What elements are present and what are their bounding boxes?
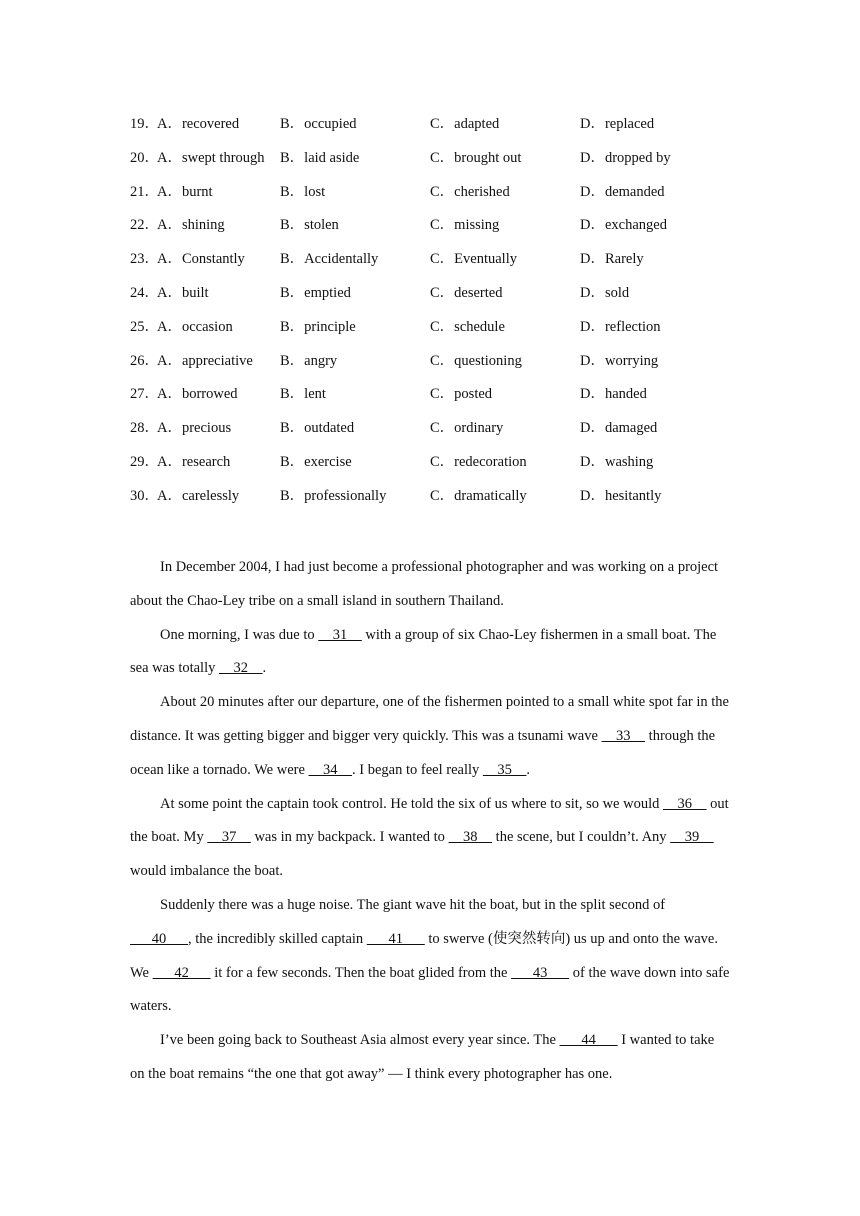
question-number: 30．	[130, 487, 159, 504]
blank-36: 36	[663, 795, 707, 812]
option-c: C．dramatically	[430, 487, 527, 504]
option-b: B．exercise	[280, 453, 352, 470]
option-d: D．Rarely	[580, 251, 644, 268]
question-number: 19．	[130, 116, 159, 132]
passage-text: out the boat. My	[130, 795, 729, 846]
question-number: 23．	[130, 251, 159, 268]
option-c: C．deserted	[430, 284, 503, 301]
blank-43: 43	[511, 964, 570, 981]
option-c: C．ordinary	[430, 420, 504, 437]
option-d: D．hesitantly	[580, 487, 662, 504]
blank-37: 37	[207, 829, 251, 846]
blank-34: 34	[308, 761, 353, 778]
passage-text: it for a few seconds. Then the boat glided from the	[210, 964, 512, 981]
passage-text: .	[526, 761, 530, 778]
question-number: 20．	[130, 149, 159, 166]
option-c: C．schedule	[430, 318, 505, 335]
option-a: A．occasion	[157, 318, 233, 335]
passage-text: to swerve (使突然转向) us up and onto the wave. We	[130, 930, 718, 981]
passage-text: would imbalance the boat.	[130, 863, 284, 880]
option-c: C．redecoration	[430, 453, 527, 470]
question-number: 27．	[130, 386, 159, 403]
option-c: C．cherished	[430, 183, 510, 200]
option-d: D．dropped by	[580, 149, 671, 166]
passage-text: with a group of six Chao-Ley fishermen in a small boat. The sea was totally	[130, 626, 717, 677]
option-d: D．damaged	[580, 420, 658, 437]
option-b: B．stolen	[280, 217, 339, 234]
option-a: A．shining	[157, 217, 225, 234]
passage-text: , the incredibly skilled captain	[188, 930, 367, 947]
passage-text: .	[262, 660, 267, 677]
question-number: 21．	[130, 183, 159, 200]
option-a: A．precious	[157, 420, 232, 437]
option-a: A．research	[157, 453, 231, 470]
option-a: A．carelessly	[157, 487, 240, 504]
blank-31: 31	[318, 626, 362, 643]
blank-41: 41	[366, 930, 425, 947]
passage-text: I’ve been going back to Southeast Asia almost every year since. The	[160, 1032, 560, 1049]
passage-text: of the wave down into safe waters.	[130, 964, 730, 1015]
passage-text: One morning, I was due to	[160, 626, 319, 643]
option-c: C．posted	[430, 386, 493, 403]
option-d: D．sold	[580, 284, 630, 301]
option-a: A．appreciative	[157, 352, 253, 369]
passage-paragraph	[130, 619, 730, 687]
option-b: B．occupied	[280, 116, 357, 132]
option-d: D．demanded	[580, 183, 665, 200]
option-b: B．principle	[280, 318, 356, 335]
question-number: 25．	[130, 318, 159, 335]
option-b: B．Accidentally	[280, 251, 379, 268]
blank-44: 44	[559, 1032, 618, 1049]
option-c: C．adapted	[430, 116, 500, 132]
passage-paragraph	[130, 686, 730, 787]
option-b: B．laid aside	[280, 149, 360, 166]
option-c: C．Eventually	[430, 251, 517, 268]
option-b: B．lost	[280, 183, 326, 200]
passage-text: the scene, but I couldn’t. Any	[492, 829, 671, 846]
option-c: C．questioning	[430, 352, 522, 369]
option-a: A．built	[157, 284, 209, 301]
option-b: B．outdated	[280, 420, 355, 437]
option-a: A．swept through	[157, 149, 265, 166]
passage-paragraph	[130, 889, 730, 1024]
question-number: 28．	[130, 420, 159, 437]
option-d: D．worrying	[580, 352, 659, 369]
option-a: A．borrowed	[157, 386, 238, 403]
option-d: D．exchanged	[580, 217, 667, 234]
option-b: B．lent	[280, 386, 326, 403]
question-number: 22．	[130, 217, 159, 234]
blank-33: 33	[601, 727, 646, 744]
blank-40: 40	[130, 930, 188, 947]
passage-text: through the ocean like a tornado. We were	[130, 727, 716, 778]
passage-text: . I began to feel really	[352, 761, 483, 778]
option-d: D．handed	[580, 386, 647, 403]
option-b: B．angry	[280, 352, 338, 369]
option-a: A．Constantly	[157, 251, 245, 268]
question-number: 24．	[130, 284, 159, 301]
blank-35: 35	[482, 761, 527, 778]
reading-passage	[130, 551, 730, 1092]
option-d: D．replaced	[580, 116, 655, 132]
question-number: 26．	[130, 352, 159, 369]
passage-text: I wanted to take on the boat remains “the one that got away” — I think every photographer has one.	[130, 1032, 715, 1082]
option-c: C．missing	[430, 217, 500, 234]
question-number: 29．	[130, 453, 159, 470]
passage-text: At some point the captain took control. He told the six of us where to sit, so we would	[160, 795, 663, 812]
passage-paragraph	[130, 788, 730, 889]
passage-text: About 20 minutes after our departure, one of the fishermen pointed to a small white spot far in the distance. It was getting bigger and bigger very quickly. This was a tsunami wave	[130, 694, 729, 744]
passage-paragraph	[130, 1024, 730, 1092]
option-c: C．brought out	[430, 149, 522, 166]
passage-text: was in my backpack. I wanted to	[250, 829, 449, 846]
passage-text: Suddenly there was a huge noise. The giant wave hit the boat, but in the split second of	[160, 896, 666, 913]
option-a: A．burnt	[157, 183, 213, 200]
option-b: B．professionally	[280, 487, 387, 504]
blank-39: 39	[670, 829, 714, 846]
option-a: A．recovered	[157, 116, 240, 132]
option-d: D．reflection	[580, 318, 661, 335]
passage-text: In December 2004, I had just become a professional photographer and was working on a project about the Chao-Ley tribe on a small island in southern Thailand.	[130, 559, 719, 609]
blank-42: 42	[152, 964, 211, 981]
option-b: B．emptied	[280, 284, 351, 301]
blank-32: 32	[219, 660, 263, 677]
option-d: D．washing	[580, 453, 654, 470]
passage-paragraph	[130, 551, 730, 619]
blank-38: 38	[448, 829, 493, 846]
